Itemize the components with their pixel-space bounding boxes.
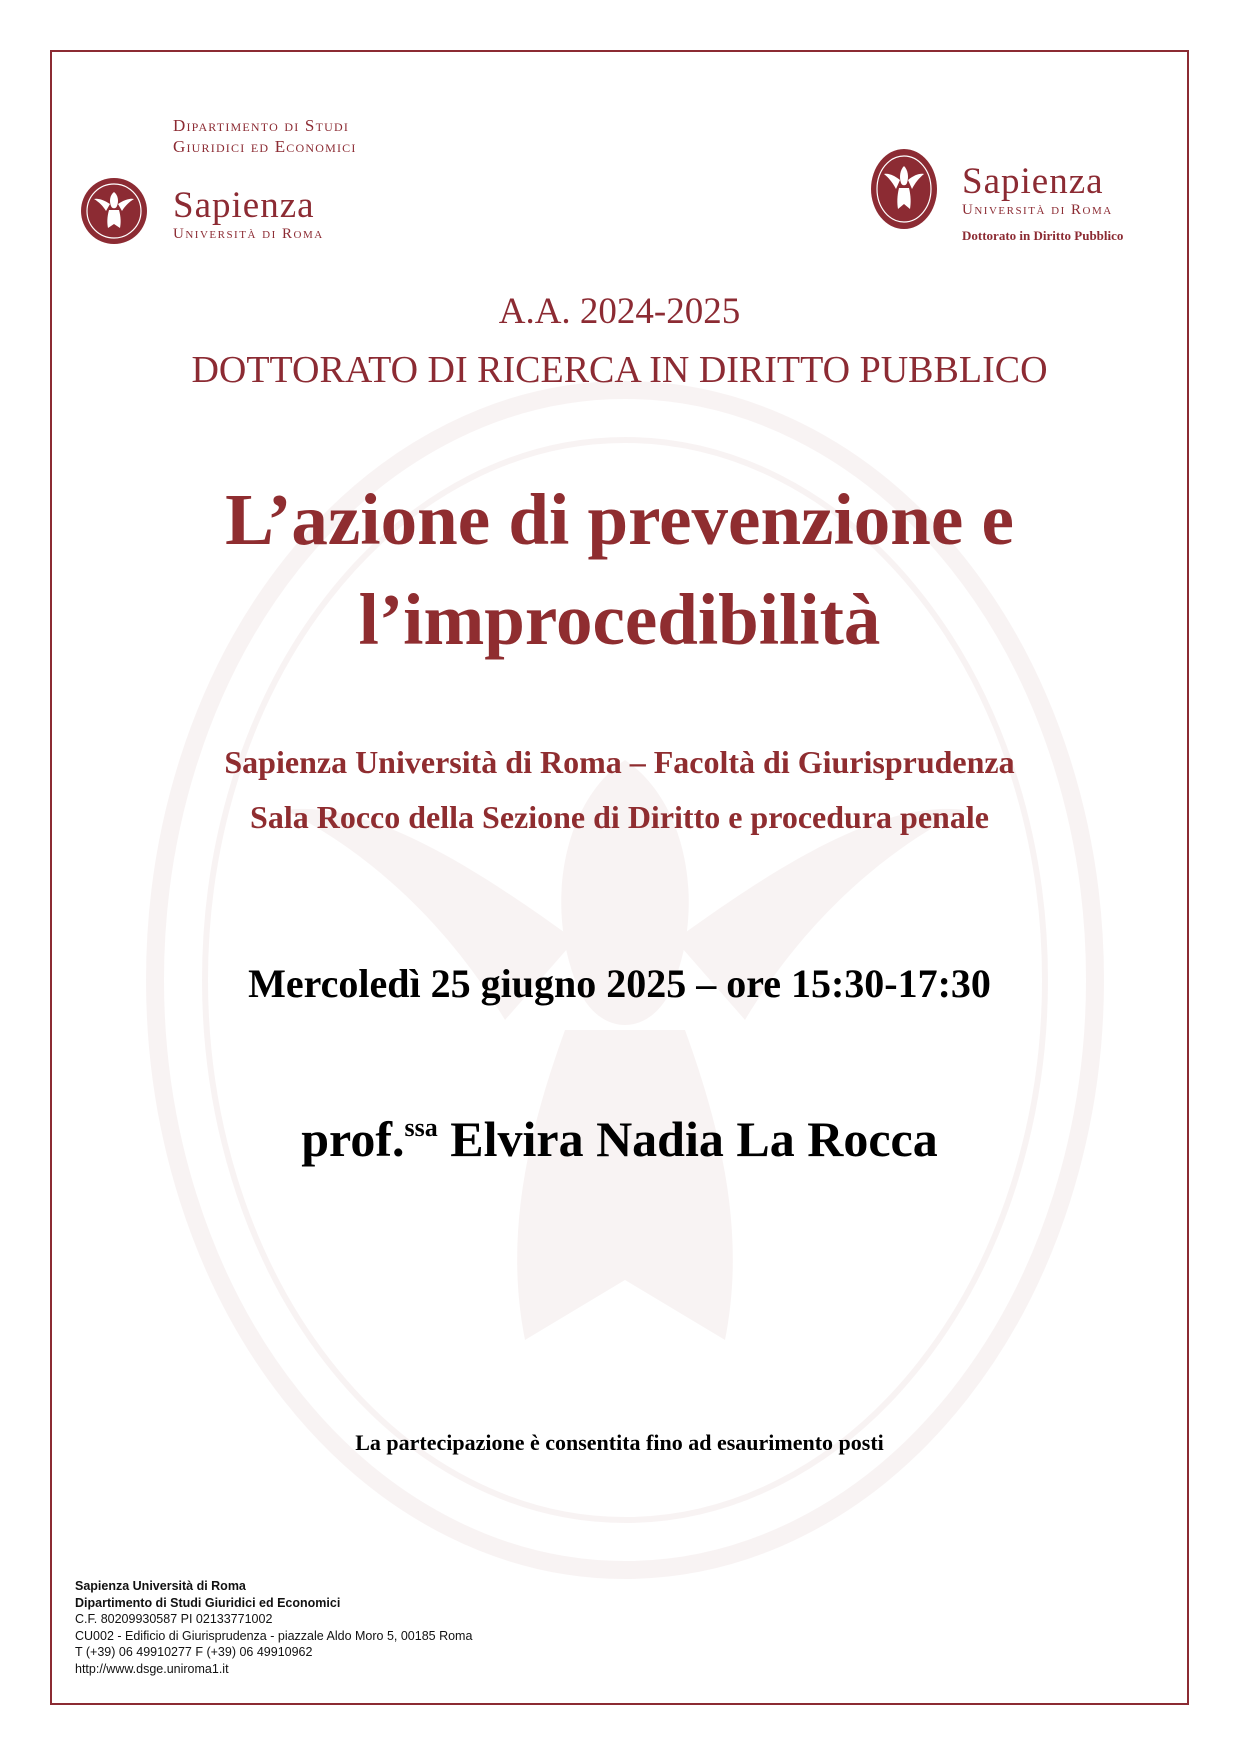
venue-line-2: Sala Rocco della Sezione di Diritto e procedura penale bbox=[250, 799, 989, 835]
footer-website: http://www.dsge.uniroma1.it bbox=[75, 1661, 229, 1676]
doctorate-title: DOTTORATO DI RICERCA IN DIRITTO PUBBLICO bbox=[191, 349, 1048, 391]
participation-note: La partecipazione è consentita fino ad esaurimento posti bbox=[355, 1430, 884, 1455]
event-title-line-1: L’azione di prevenzione e bbox=[225, 479, 1014, 560]
department-line-2: Giuridici ed Economici bbox=[173, 137, 357, 156]
department-name bbox=[173, 115, 357, 157]
speaker-superscript: ssa bbox=[404, 1113, 438, 1142]
speaker-name: Elvira Nadia La Rocca bbox=[437, 1111, 938, 1167]
speaker-prefix: prof. bbox=[301, 1111, 405, 1167]
sapienza-seal-icon bbox=[80, 177, 148, 245]
university-subtitle: Università di Roma bbox=[173, 226, 324, 242]
sapienza-wordmark: Sapienza bbox=[173, 185, 315, 226]
footer-department: Dipartimento di Studi Giuridici ed Economici bbox=[75, 1595, 341, 1610]
academic-year: A.A. 2024-2025 bbox=[498, 291, 741, 332]
sapienza-wordmark: Sapienza bbox=[962, 161, 1104, 202]
footer-university: Sapienza Università di Roma bbox=[75, 1579, 246, 1593]
footer-address bbox=[75, 1578, 472, 1677]
doctorate-program: Dottorato in Diritto Pubblico bbox=[962, 228, 1124, 243]
venue-line-1: Sapienza Università di Roma – Facoltà di Giurisprudenza bbox=[224, 744, 1015, 780]
sapienza-seal-icon bbox=[870, 148, 938, 230]
university-subtitle: Università di Roma bbox=[962, 202, 1113, 218]
footer-tax-codes: C.F. 80209930587 PI 02133771002 bbox=[75, 1612, 273, 1626]
department-line-1: Dipartimento di Studi bbox=[173, 116, 350, 135]
footer-address-line: CU002 - Edificio di Giurisprudenza - piazzale Aldo Moro 5, 00185 Roma bbox=[75, 1628, 473, 1643]
sapienza-logo-right bbox=[962, 163, 1123, 244]
event-datetime: Mercoledì 25 giugno 2025 – ore 15:30-17:30 bbox=[248, 961, 991, 1006]
doctorate-header bbox=[870, 148, 1150, 258]
footer-phone-fax: T (+39) 06 49910277 F (+39) 06 49910962 bbox=[75, 1645, 313, 1659]
event-speaker bbox=[50, 1110, 1189, 1168]
department-header bbox=[80, 115, 440, 255]
sapienza-logo-left bbox=[173, 187, 324, 243]
event-venue bbox=[50, 735, 1189, 845]
event-title bbox=[50, 470, 1189, 670]
event-title-line-2: l’improcedibilità bbox=[358, 579, 881, 660]
